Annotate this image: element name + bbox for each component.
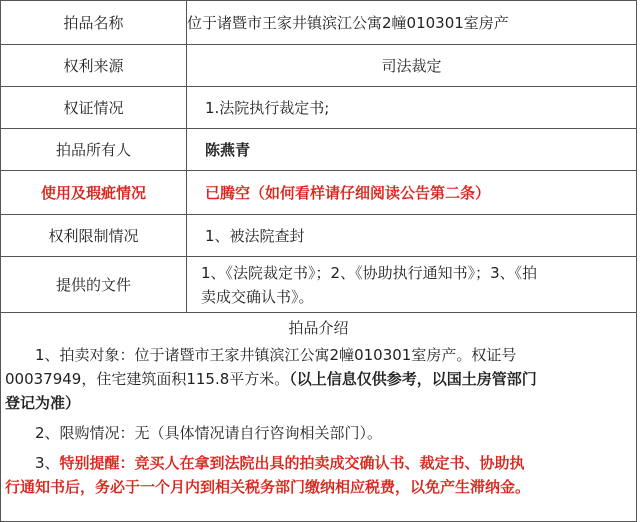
table-row bbox=[1, 87, 637, 129]
intro-p2-text: 2、限购情况：无（具体情况请自行咨询相关部门）。 bbox=[35, 424, 383, 442]
row-value-source: 司法裁定 bbox=[187, 45, 637, 87]
table-row bbox=[1, 45, 637, 87]
table-row bbox=[1, 129, 637, 171]
row-label-name: 拍品名称 bbox=[1, 1, 187, 45]
intro-paragraph-2 bbox=[1, 421, 636, 445]
intro-cell bbox=[1, 313, 637, 522]
row-label-source: 权利来源 bbox=[1, 45, 187, 87]
intro-p1-text: 00037949，住宅建筑面积115.8平方米。 bbox=[5, 370, 290, 388]
table-row bbox=[1, 1, 637, 45]
table-row bbox=[1, 171, 637, 215]
intro-paragraph-1 bbox=[1, 343, 636, 415]
row-label-usage: 使用及瑕疵情况 bbox=[1, 171, 187, 215]
intro-p3-line-a bbox=[5, 451, 630, 475]
intro-p1-note: （以上信息仅供参考，以国土房管部门 bbox=[289, 370, 537, 388]
row-value-documents bbox=[187, 257, 637, 313]
table-row bbox=[1, 215, 637, 257]
table-row bbox=[1, 257, 637, 313]
intro-p3-prefix: 3、 bbox=[35, 454, 60, 472]
intro-paragraph-3 bbox=[1, 451, 636, 499]
row-value-usage: 已腾空（如何看样请仔细阅读公告第二条） bbox=[187, 171, 637, 215]
intro-p1-line-a: 1、拍卖对象：位于诸暨市王家井镇滨江公寓2幢010301室房产。权证号 bbox=[35, 346, 517, 364]
documents-line-2: 卖成交确认书》。 bbox=[201, 287, 314, 306]
row-label-restriction: 权利限制情况 bbox=[1, 215, 187, 257]
intro-p3-warning-b: 行通知书后，务必于一个月内到相关税务部门缴纳相应税费，以免产生滞纳金。 bbox=[5, 478, 531, 496]
row-label-documents: 提供的文件 bbox=[1, 257, 187, 313]
row-label-certificate: 权证情况 bbox=[1, 87, 187, 129]
intro-p3-warning-a: 特别提醒：竞买人在拿到法院出具的拍卖成交确认书、裁定书、协助执 bbox=[59, 454, 525, 472]
documents-line-1: 1、《法院裁定书》；2、《协助执行通知书》；3、《拍 bbox=[201, 263, 538, 282]
row-value-name: 位于诸暨市王家井镇滨江公寓2幢010301室房产 bbox=[187, 1, 637, 45]
row-value-restriction: 1、被法院查封 bbox=[187, 215, 637, 257]
intro-p1-note-end: 登记为准） bbox=[5, 394, 81, 412]
row-label-owner: 拍品所有人 bbox=[1, 129, 187, 171]
row-value-owner: 陈燕青 bbox=[187, 129, 637, 171]
intro-title: 拍品介绍 bbox=[288, 319, 349, 337]
row-value-certificate: 1.法院执行裁定书; bbox=[187, 87, 637, 129]
table-row bbox=[1, 313, 637, 522]
intro-p1-line-b bbox=[5, 367, 630, 391]
